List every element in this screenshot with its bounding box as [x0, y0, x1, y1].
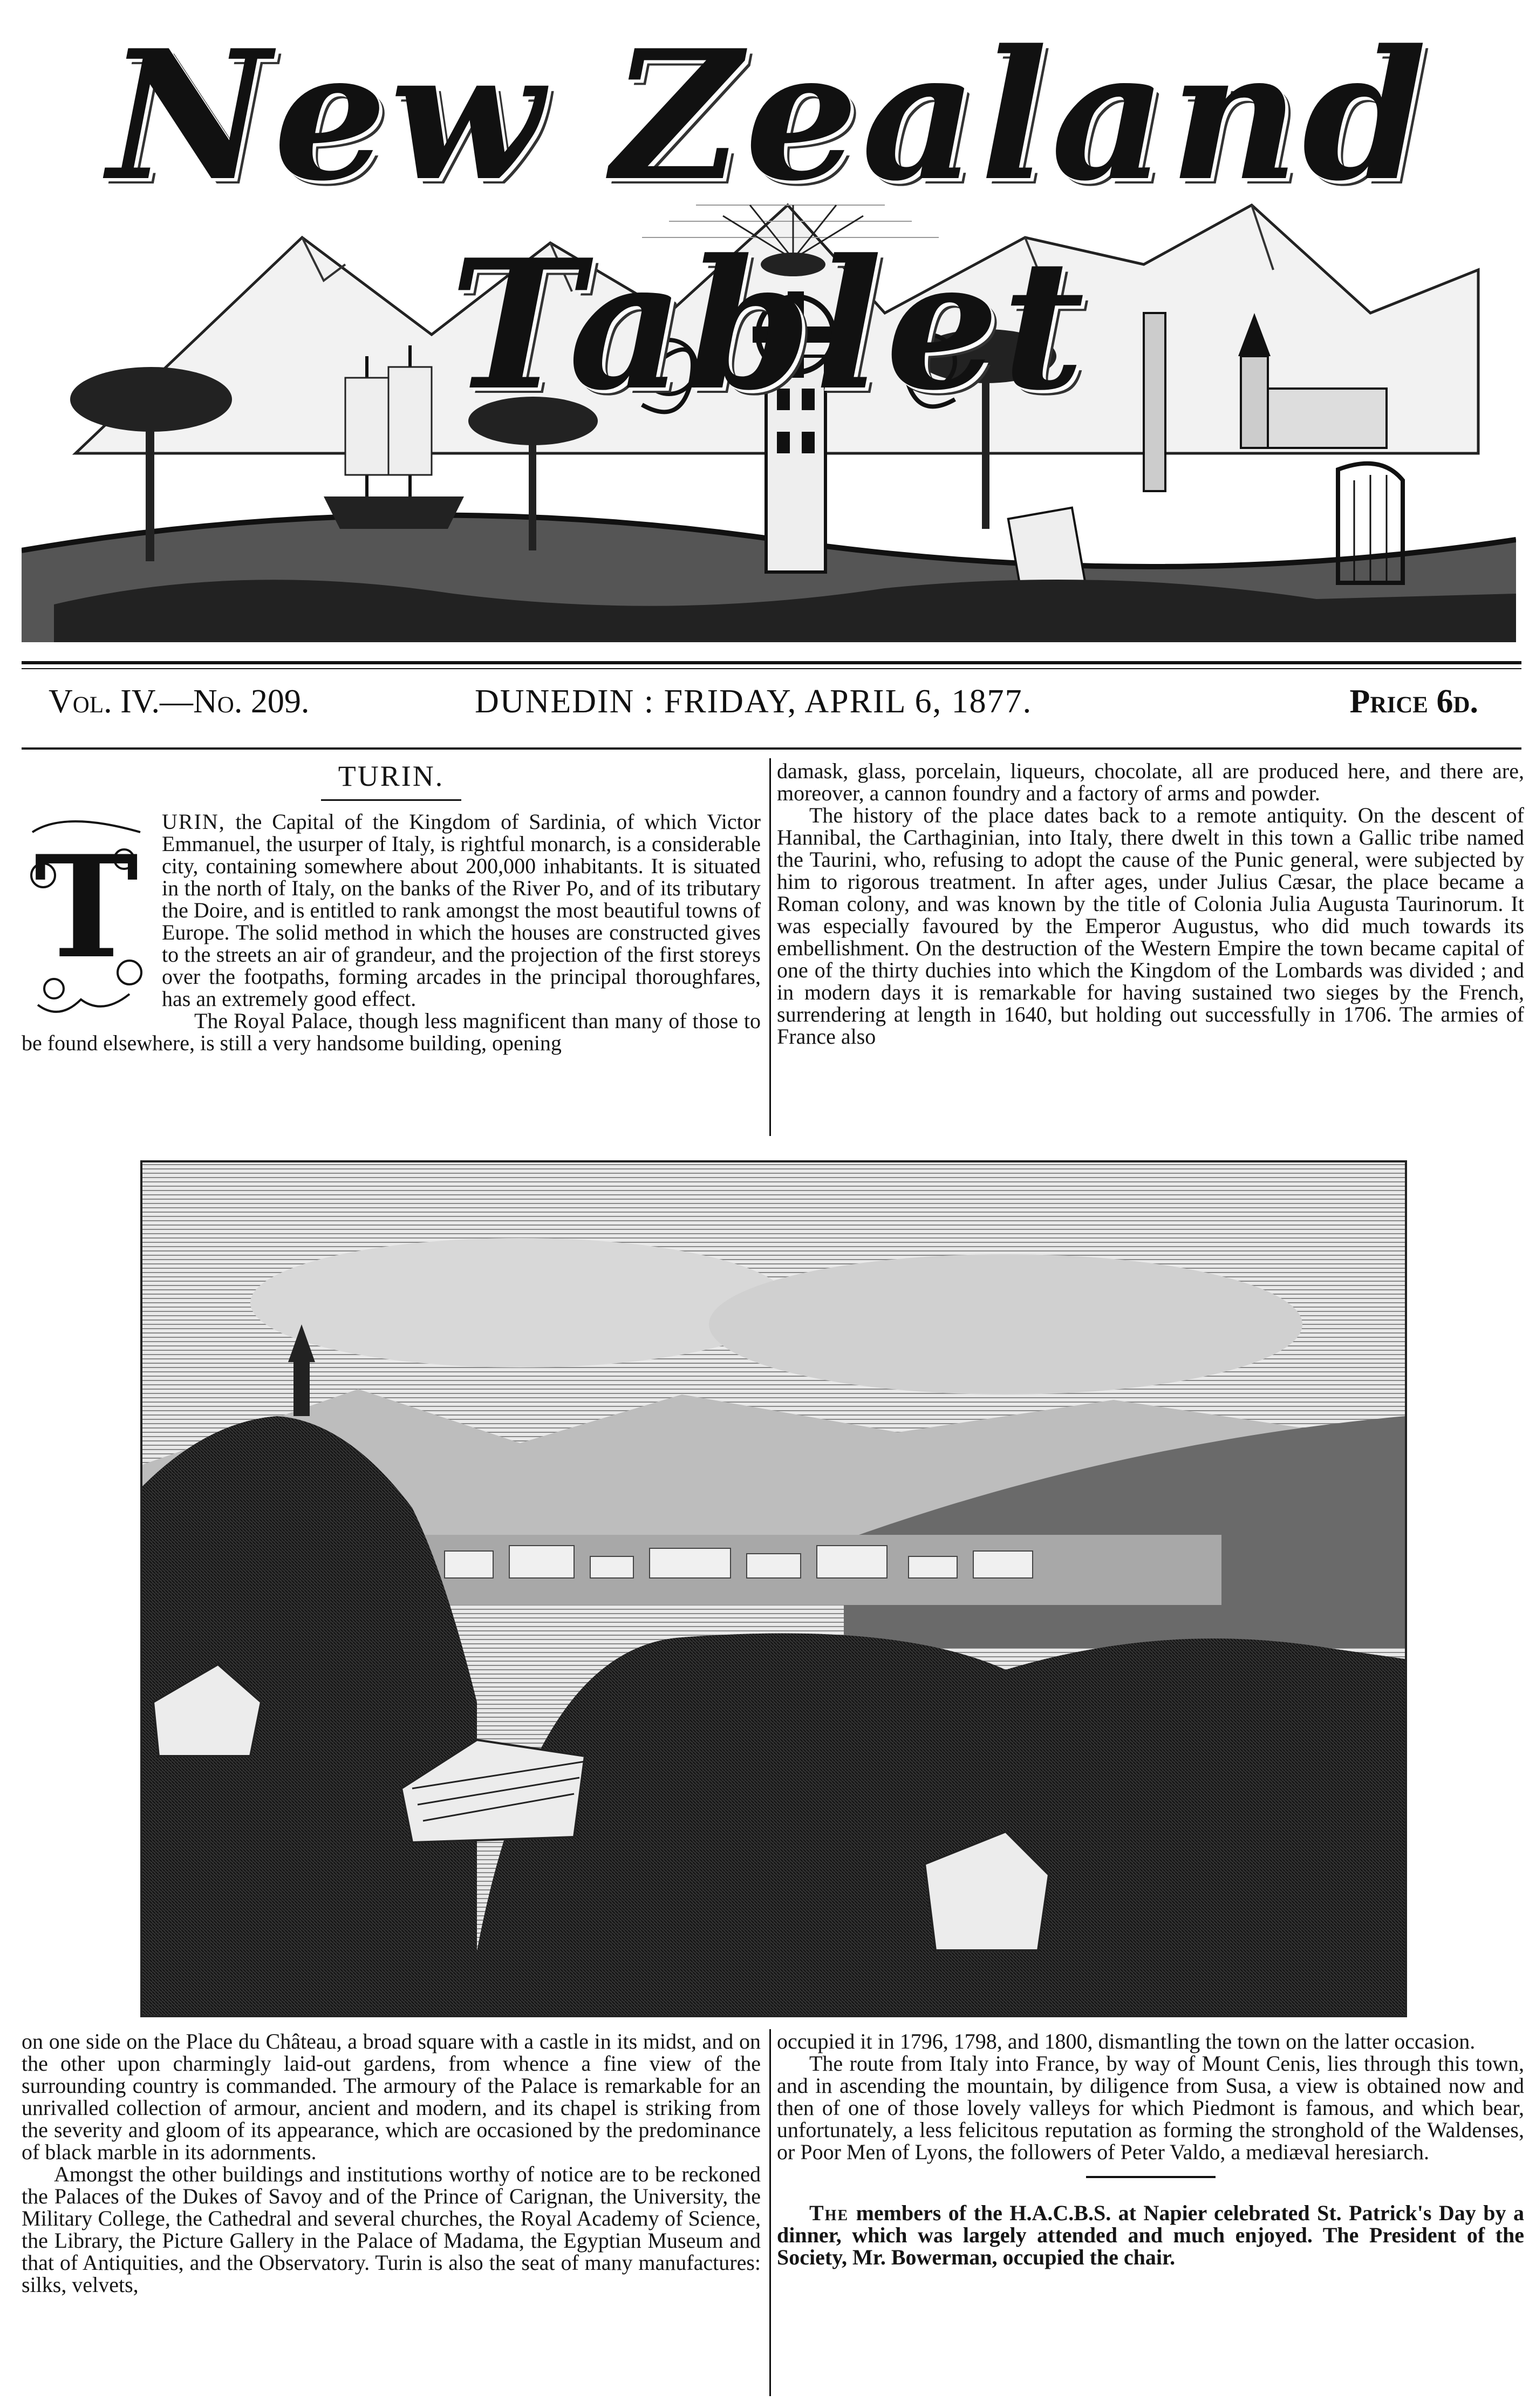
- place-date: DUNEDIN : FRIDAY, APRIL 6, 1877.: [475, 683, 1033, 720]
- volume-number: Vol. IV.—No. 209.: [49, 683, 310, 720]
- notice-lead: The: [809, 2201, 849, 2225]
- notice-text: members of the H.A.C.B.S. at Napier celebrated St. Patrick's Day by a dinner, which was largely attended and much enjoyed. The President of the Society, Mr. Bowerman, occupied the chair.: [777, 2201, 1524, 2269]
- article-column-3: [22, 2030, 761, 2403]
- heading-rule: [321, 799, 461, 801]
- turin-landscape-image: [142, 1162, 1405, 2015]
- masthead-title: New Zealand Tablet: [107, 11, 1430, 430]
- article-column-4: [777, 2030, 1524, 2403]
- article-paragraph-3: damask, glass, porcelain, liqueurs, chocolate, all are produced here, and there are, moreover, a cannon foundry and a factory of arms and powder.: [777, 759, 1524, 805]
- dropcap-letter: T: [34, 825, 139, 990]
- article-paragraph-2: The Royal Palace, though less magnificent than many of those to be found elsewhere, is still a very handsome building, opening: [22, 1009, 761, 1055]
- section-rule: [1086, 2176, 1216, 2178]
- article-column-2: [777, 760, 1524, 1148]
- paragraph-lead: URIN,: [162, 810, 226, 834]
- article-paragraph-5: on one side on the Place du Château, a broad square with a castle in its midst, and on the other upon charmingly laid-out gardens, from whence a fine view of the surrounding country is commanded. The armoury of the Palace is remarkable for an unrivalled collection of armour, ancient and modern, and its chapel is striking from the severity and gloom of its appearance, which are occasioned by the predominance of black marble in its adornments.: [22, 2029, 761, 2164]
- dateline: [43, 677, 1500, 726]
- turin-engraving: [140, 1160, 1407, 2017]
- masthead: [22, 11, 1516, 642]
- article-column-1: [22, 761, 761, 1139]
- paragraph-text: the Capital of the Kingdom of Sardinia, of which Victor Emmanuel, the usurper of Italy, is rightful monarch, is a considerable city, containing somewhere about 200,000 inhabitants. It is situated in the north of Italy, on the banks of the River Po, and of its tributary the Doire, and is entitled to rank amongst the most beautiful towns of Europe. The solid method in which the houses are constructed gives to the streets an air of grandeur, and the projection of the first storeys over the footpaths, forming arcades in the principal thoroughfares, has an extremely good effect.: [162, 810, 761, 1011]
- ornamental-dropcap-icon: [22, 811, 151, 1026]
- column-rule-top: [769, 758, 771, 1136]
- header-rule-top-thin: [22, 668, 1521, 669]
- article-paragraph-6: Amongst the other buildings and institutions worthy of notice are to be reckoned the Palaces of the Dukes of Savoy and of the Prince of Carignan, the University, the Military College, the Cathedral and several churches, the Royal Academy of Science, the Library, the Picture Gallery in the Palace of Madama, the Egyptian Museum and that of Antiquities, and the Observatory. Turin is also the seat of many manufactures: silks, velvets,: [22, 2162, 761, 2297]
- column-rule-bottom: [769, 2029, 771, 2396]
- notice-paragraph: [777, 2202, 1524, 2268]
- article-paragraph-4: The history of the place dates back to a remote antiquity. On the descent of Hannibal, the Carthaginian, into Italy, there dwelt in this town a Gallic tribe named the Taurini, who, refusing to adopt the cause of the Punic general, were subjected by him to rigorous treatment. In after ages, under Julius Cæsar, the place became a Roman colony, and was known by the title of Colonia Julia Augusta Taurinorum. It was especially favoured by the Emperor Augustus, who did much towards its embellishment. On the destruction of the Western Empire the town became capital of one of the thirty duchies into which the Kingdom of the Lombards was divided ; and in modern days it is remarkable for having sustained two sieges by the French, surrendering at length in 1640, but holding out successfully in 1706. The armies of France also: [777, 803, 1524, 1049]
- article-heading: TURIN.: [338, 760, 445, 792]
- header-rule-bottom: [22, 747, 1521, 750]
- article-paragraph-8: The route from Italy into France, by way of Mount Cenis, lies through this town, and in ascending the mountain, by diligence from Susa, a view is obtained now and then of one of those lovely valleys for which Piedmont is famous, and which bear, unfortunately, a less felicitous reputation as forming the stronghold of the Waldenses, or Poor Men of Lyons, the followers of Peter Valdo, a mediæval heresiarch.: [777, 2051, 1524, 2164]
- article-paragraph-7: occupied it in 1796, 1798, and 1800, dismantling the town on the latter occasion.: [777, 2029, 1476, 2053]
- header-rule-top: [22, 661, 1521, 664]
- price: Price 6d.: [1349, 683, 1478, 720]
